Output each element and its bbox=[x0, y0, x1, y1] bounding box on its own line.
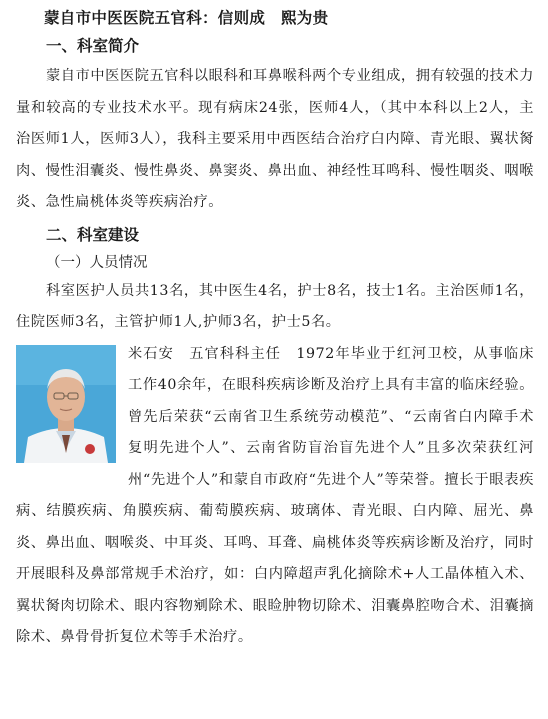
subsection-heading-staff: （一）人员情况 bbox=[46, 254, 148, 271]
director-photo bbox=[16, 345, 116, 463]
section-heading-construction: 二、科室建设 bbox=[46, 225, 140, 244]
page-title: 蒙自市中医医院五官科：信则成 熙为贵 bbox=[44, 9, 329, 27]
intro-paragraph: 蒙自市中医医院五官科以眼科和耳鼻喉科两个专业组成，拥有较强的技术力量和较高的专业技术水平。现有病床24张，医师4人，（其中本科以上2人，主治医师1人，医师3人），我科主要采用中西医结合治疗白内障、青光眼、翼状胬肉、慢性泪囊炎、慢性鼻炎、鼻窦炎、鼻出血、神经性耳鸣科、慢性咽炎、咽喉炎、急性扁桃体炎等疾病治疗。 bbox=[16, 68, 534, 210]
section-heading-intro: 一、科室简介 bbox=[46, 37, 140, 55]
staff-paragraph: 科室医护人员共13名，其中医生4名，护士8名，技士1名。主治医师1名，住院医师3名，主管护师1人,护师3名，护士5名。 bbox=[16, 282, 534, 330]
director-bio: 米石安 五官科科主任 1972年毕业于红河卫校，从事临床工作40余年，在眼科疾病诊断及治疗上具有丰富的临床经验。曾先后荣获“云南省卫生系统劳动模范”、“云南省白内障手术复明先进个人”、云南省防盲治盲先进个人”且多次荣获红河州“先进个人”和蒙自市政府“先进个人”等荣誉。擅长于眼表疾病、结膜疾病、角膜疾病、葡萄膜疾病、玻璃体、青光眼、白内障、屈光、鼻炎、鼻出血、咽喉炎、中耳炎、耳鸣、耳聋、扁桃体炎等疾病诊断及治疗，同时开展眼科及鼻部常规手术治疗，如：白内障超声乳化摘除术+人工晶体植入术、翼状胬肉切除术、眼内容物剜除术、眼睑肿物切除术、泪囊鼻腔吻合术、泪囊摘除术、鼻骨骨折复位术等手术治疗。 bbox=[16, 345, 534, 645]
director-profile bbox=[16, 339, 534, 654]
